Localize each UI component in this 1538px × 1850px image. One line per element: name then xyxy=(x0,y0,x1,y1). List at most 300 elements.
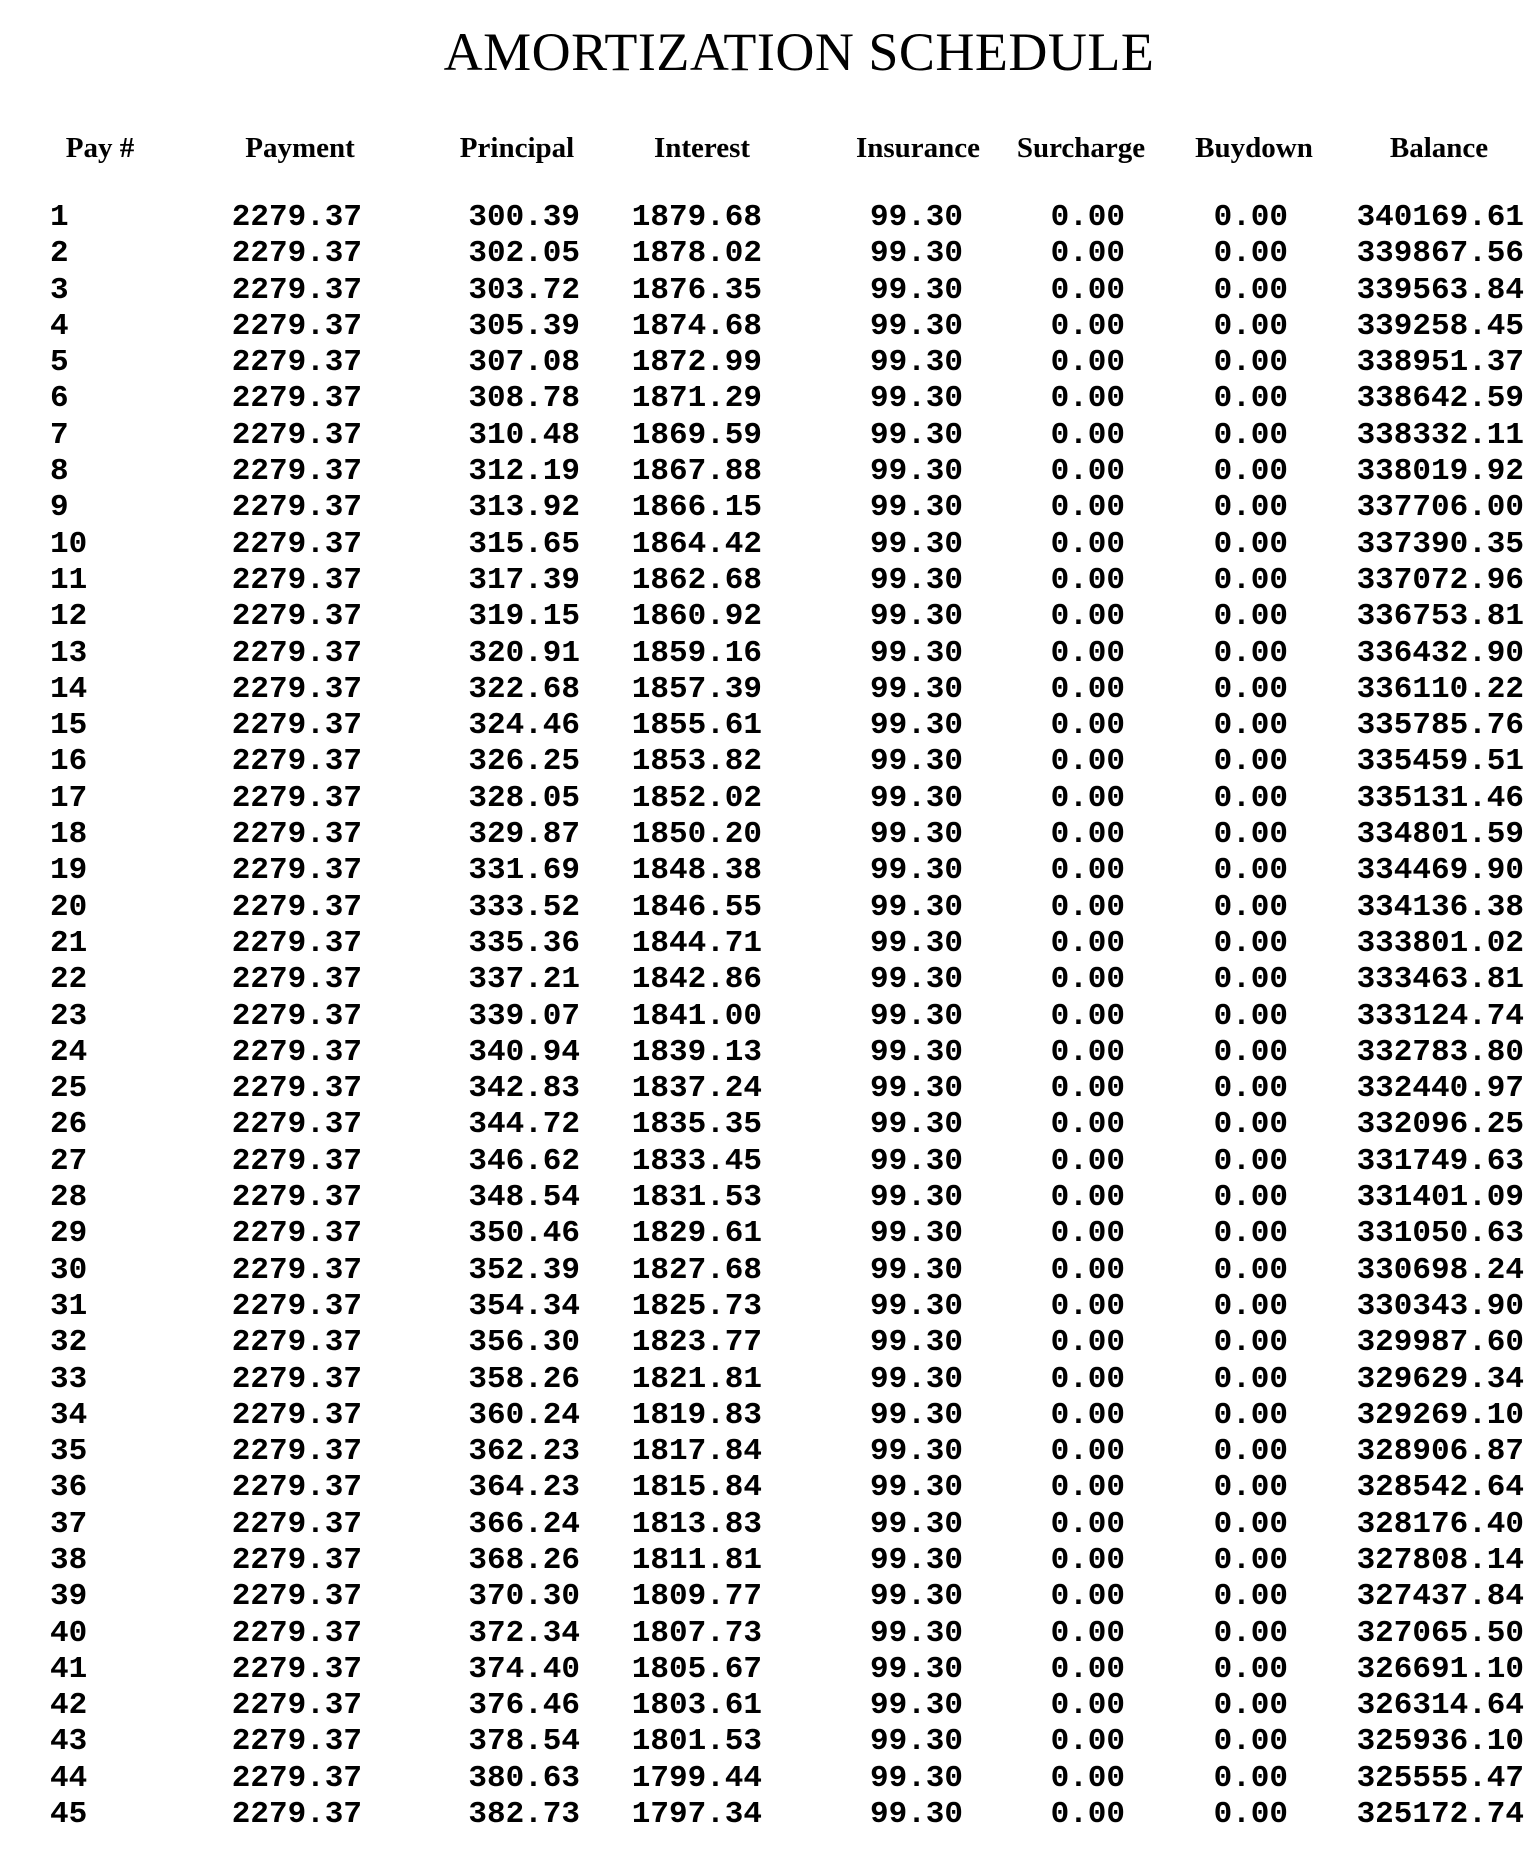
payment-cell: 2279.37 xyxy=(231,962,362,998)
insurance-cell: 99.30 xyxy=(869,780,963,816)
buydown-cell: 0.00 xyxy=(1213,1034,1288,1070)
insurance-cell: 99.30 xyxy=(869,1180,963,1216)
buydown-cell: 0.00 xyxy=(1213,1651,1288,1687)
column-header-insurance: Insurance xyxy=(855,132,981,164)
surcharge-cell: 0.00 xyxy=(1050,671,1125,707)
buydown-cell: 0.00 xyxy=(1213,272,1288,308)
pay-number-cell: 13 xyxy=(50,635,88,671)
principal-cell: 370.30 xyxy=(468,1579,580,1615)
principal-cell: 358.26 xyxy=(468,1361,580,1397)
payment-cell: 2279.37 xyxy=(231,1071,362,1107)
pay-number-cell: 9 xyxy=(50,490,69,526)
principal-cell: 380.63 xyxy=(468,1760,580,1796)
insurance-cell: 99.30 xyxy=(869,1688,963,1724)
balance-cell: 336110.22 xyxy=(1356,671,1524,707)
table-row xyxy=(0,1652,1538,1688)
balance-cell: 327065.50 xyxy=(1356,1615,1524,1651)
surcharge-cell: 0.00 xyxy=(1050,599,1125,635)
pay-number-cell: 31 xyxy=(50,1288,88,1324)
insurance-cell: 99.30 xyxy=(869,345,963,381)
insurance-cell: 99.30 xyxy=(869,708,963,744)
insurance-cell: 99.30 xyxy=(869,562,963,598)
surcharge-cell: 0.00 xyxy=(1050,1434,1125,1470)
payment-cell: 2279.37 xyxy=(231,1107,362,1143)
pay-number-cell: 29 xyxy=(50,1216,88,1252)
payment-cell: 2279.37 xyxy=(231,1180,362,1216)
pay-number-cell: 39 xyxy=(50,1579,88,1615)
payment-cell: 2279.37 xyxy=(231,1034,362,1070)
buydown-cell: 0.00 xyxy=(1213,889,1288,925)
payment-cell: 2279.37 xyxy=(231,1542,362,1578)
column-header-principal: Principal xyxy=(459,132,575,164)
buydown-cell: 0.00 xyxy=(1213,998,1288,1034)
interest-cell: 1815.84 xyxy=(631,1470,762,1506)
interest-cell: 1872.99 xyxy=(631,345,762,381)
interest-cell: 1876.35 xyxy=(631,272,762,308)
interest-cell: 1857.39 xyxy=(631,671,762,707)
insurance-cell: 99.30 xyxy=(869,998,963,1034)
balance-cell: 331749.63 xyxy=(1356,1143,1524,1179)
interest-cell: 1805.67 xyxy=(631,1651,762,1687)
buydown-cell: 0.00 xyxy=(1213,345,1288,381)
surcharge-cell: 0.00 xyxy=(1050,1470,1125,1506)
surcharge-cell: 0.00 xyxy=(1050,889,1125,925)
interest-cell: 1811.81 xyxy=(631,1542,762,1578)
balance-cell: 338642.59 xyxy=(1356,381,1524,417)
surcharge-cell: 0.00 xyxy=(1050,1506,1125,1542)
buydown-cell: 0.00 xyxy=(1213,417,1288,453)
buydown-cell: 0.00 xyxy=(1213,1397,1288,1433)
schedule-table-body xyxy=(0,200,1538,1833)
table-row xyxy=(0,527,1538,563)
pay-number-cell: 2 xyxy=(50,236,69,272)
page-title: AMORTIZATION SCHEDULE xyxy=(443,22,1155,82)
insurance-cell: 99.30 xyxy=(869,1542,963,1578)
buydown-cell: 0.00 xyxy=(1213,1434,1288,1470)
balance-cell: 326314.64 xyxy=(1356,1688,1524,1724)
insurance-cell: 99.30 xyxy=(869,526,963,562)
insurance-cell: 99.30 xyxy=(869,1288,963,1324)
insurance-cell: 99.30 xyxy=(869,1651,963,1687)
interest-cell: 1867.88 xyxy=(631,454,762,490)
table-row xyxy=(0,1797,1538,1833)
surcharge-cell: 0.00 xyxy=(1050,308,1125,344)
buydown-cell: 0.00 xyxy=(1213,925,1288,961)
insurance-cell: 99.30 xyxy=(869,853,963,889)
payment-cell: 2279.37 xyxy=(231,1434,362,1470)
principal-cell: 372.34 xyxy=(468,1615,580,1651)
buydown-cell: 0.00 xyxy=(1213,381,1288,417)
interest-cell: 1862.68 xyxy=(631,562,762,598)
table-row xyxy=(0,454,1538,490)
interest-cell: 1852.02 xyxy=(631,780,762,816)
interest-cell: 1825.73 xyxy=(631,1288,762,1324)
payment-cell: 2279.37 xyxy=(231,562,362,598)
buydown-cell: 0.00 xyxy=(1213,1107,1288,1143)
table-row xyxy=(0,781,1538,817)
surcharge-cell: 0.00 xyxy=(1050,817,1125,853)
surcharge-cell: 0.00 xyxy=(1050,962,1125,998)
column-header-interest: Interest xyxy=(653,132,751,164)
table-row xyxy=(0,1761,1538,1797)
buydown-cell: 0.00 xyxy=(1213,1288,1288,1324)
pay-number-cell: 33 xyxy=(50,1361,88,1397)
payment-cell: 2279.37 xyxy=(231,381,362,417)
buydown-cell: 0.00 xyxy=(1213,1579,1288,1615)
payment-cell: 2279.37 xyxy=(231,417,362,453)
table-row xyxy=(0,999,1538,1035)
buydown-cell: 0.00 xyxy=(1213,962,1288,998)
buydown-cell: 0.00 xyxy=(1213,1688,1288,1724)
insurance-cell: 99.30 xyxy=(869,1143,963,1179)
surcharge-cell: 0.00 xyxy=(1050,1542,1125,1578)
balance-cell: 332096.25 xyxy=(1356,1107,1524,1143)
balance-cell: 330343.90 xyxy=(1356,1288,1524,1324)
interest-cell: 1850.20 xyxy=(631,817,762,853)
pay-number-cell: 44 xyxy=(50,1760,88,1796)
principal-cell: 378.54 xyxy=(468,1724,580,1760)
principal-cell: 382.73 xyxy=(468,1797,580,1833)
pay-number-cell: 10 xyxy=(50,526,88,562)
buydown-cell: 0.00 xyxy=(1213,744,1288,780)
balance-cell: 329987.60 xyxy=(1356,1325,1524,1361)
balance-cell: 331401.09 xyxy=(1356,1180,1524,1216)
pay-number-cell: 17 xyxy=(50,780,88,816)
table-row xyxy=(0,1180,1538,1216)
insurance-cell: 99.30 xyxy=(869,200,963,235)
surcharge-cell: 0.00 xyxy=(1050,1107,1125,1143)
surcharge-cell: 0.00 xyxy=(1050,1615,1125,1651)
buydown-cell: 0.00 xyxy=(1213,1325,1288,1361)
table-row xyxy=(0,1688,1538,1724)
pay-number-cell: 15 xyxy=(50,708,88,744)
surcharge-cell: 0.00 xyxy=(1050,1724,1125,1760)
table-row xyxy=(0,890,1538,926)
pay-number-cell: 34 xyxy=(50,1397,88,1433)
pay-number-cell: 22 xyxy=(50,962,88,998)
pay-number-cell: 20 xyxy=(50,889,88,925)
insurance-cell: 99.30 xyxy=(869,671,963,707)
table-row xyxy=(0,1325,1538,1361)
insurance-cell: 99.30 xyxy=(869,599,963,635)
table-row xyxy=(0,273,1538,309)
table-row xyxy=(0,1543,1538,1579)
table-row xyxy=(0,708,1538,744)
table-row xyxy=(0,1289,1538,1325)
insurance-cell: 99.30 xyxy=(869,1760,963,1796)
table-row xyxy=(0,1107,1538,1143)
buydown-cell: 0.00 xyxy=(1213,853,1288,889)
pay-number-cell: 35 xyxy=(50,1434,88,1470)
surcharge-cell: 0.00 xyxy=(1050,490,1125,526)
insurance-cell: 99.30 xyxy=(869,962,963,998)
pay-number-cell: 28 xyxy=(50,1180,88,1216)
insurance-cell: 99.30 xyxy=(869,490,963,526)
pay-number-cell: 14 xyxy=(50,671,88,707)
pay-number-cell: 23 xyxy=(50,998,88,1034)
table-row xyxy=(0,672,1538,708)
balance-cell: 335459.51 xyxy=(1356,744,1524,780)
balance-cell: 338951.37 xyxy=(1356,345,1524,381)
insurance-cell: 99.30 xyxy=(869,1797,963,1833)
insurance-cell: 99.30 xyxy=(869,1724,963,1760)
balance-cell: 330698.24 xyxy=(1356,1252,1524,1288)
table-row xyxy=(0,381,1538,417)
balance-cell: 332783.80 xyxy=(1356,1034,1524,1070)
table-row xyxy=(0,1362,1538,1398)
table-row xyxy=(0,1035,1538,1071)
balance-cell: 333124.74 xyxy=(1356,998,1524,1034)
surcharge-cell: 0.00 xyxy=(1050,1034,1125,1070)
payment-cell: 2279.37 xyxy=(231,708,362,744)
interest-cell: 1821.81 xyxy=(631,1361,762,1397)
table-row xyxy=(0,309,1538,345)
payment-cell: 2279.37 xyxy=(231,1361,362,1397)
surcharge-cell: 0.00 xyxy=(1050,526,1125,562)
surcharge-cell: 0.00 xyxy=(1050,853,1125,889)
column-header-buydown: Buydown xyxy=(1195,132,1313,164)
payment-cell: 2279.37 xyxy=(231,1143,362,1179)
interest-cell: 1831.53 xyxy=(631,1180,762,1216)
table-row xyxy=(0,1616,1538,1652)
payment-cell: 2279.37 xyxy=(231,236,362,272)
table-row xyxy=(0,962,1538,998)
column-header-surcharge: Surcharge xyxy=(1016,132,1146,164)
surcharge-cell: 0.00 xyxy=(1050,1143,1125,1179)
table-row xyxy=(0,1071,1538,1107)
payment-cell: 2279.37 xyxy=(231,308,362,344)
table-row xyxy=(0,1398,1538,1434)
payment-cell: 2279.37 xyxy=(231,1724,362,1760)
pay-number-cell: 8 xyxy=(50,454,69,490)
principal-cell: 328.05 xyxy=(468,780,580,816)
interest-cell: 1799.44 xyxy=(631,1760,762,1796)
buydown-cell: 0.00 xyxy=(1213,562,1288,598)
table-row xyxy=(0,563,1538,599)
table-row xyxy=(0,926,1538,962)
payment-cell: 2279.37 xyxy=(231,925,362,961)
buydown-cell: 0.00 xyxy=(1213,671,1288,707)
surcharge-cell: 0.00 xyxy=(1050,1325,1125,1361)
surcharge-cell: 0.00 xyxy=(1050,417,1125,453)
interest-cell: 1855.61 xyxy=(631,708,762,744)
payment-cell: 2279.37 xyxy=(231,1397,362,1433)
payment-cell: 2279.37 xyxy=(231,454,362,490)
principal-cell: 322.68 xyxy=(468,671,580,707)
buydown-cell: 0.00 xyxy=(1213,490,1288,526)
principal-cell: 310.48 xyxy=(468,417,580,453)
balance-cell: 339258.45 xyxy=(1356,308,1524,344)
surcharge-cell: 0.00 xyxy=(1050,381,1125,417)
interest-cell: 1860.92 xyxy=(631,599,762,635)
pay-number-cell: 43 xyxy=(50,1724,88,1760)
interest-cell: 1839.13 xyxy=(631,1034,762,1070)
payment-cell: 2279.37 xyxy=(231,1288,362,1324)
interest-cell: 1869.59 xyxy=(631,417,762,453)
surcharge-cell: 0.00 xyxy=(1050,1579,1125,1615)
pay-number-cell: 12 xyxy=(50,599,88,635)
insurance-cell: 99.30 xyxy=(869,1470,963,1506)
insurance-cell: 99.30 xyxy=(869,1615,963,1651)
payment-cell: 2279.37 xyxy=(231,490,362,526)
pay-number-cell: 30 xyxy=(50,1252,88,1288)
table-row xyxy=(0,599,1538,635)
surcharge-cell: 0.00 xyxy=(1050,562,1125,598)
buydown-cell: 0.00 xyxy=(1213,1615,1288,1651)
surcharge-cell: 0.00 xyxy=(1050,1651,1125,1687)
insurance-cell: 99.30 xyxy=(869,1071,963,1107)
principal-cell: 303.72 xyxy=(468,272,580,308)
principal-cell: 302.05 xyxy=(468,236,580,272)
balance-cell: 334469.90 xyxy=(1356,853,1524,889)
surcharge-cell: 0.00 xyxy=(1050,1216,1125,1252)
table-row xyxy=(0,744,1538,780)
buydown-cell: 0.00 xyxy=(1213,1252,1288,1288)
insurance-cell: 99.30 xyxy=(869,889,963,925)
payment-cell: 2279.37 xyxy=(231,1797,362,1833)
balance-cell: 340169.61 xyxy=(1356,200,1524,235)
principal-cell: 319.15 xyxy=(468,599,580,635)
buydown-cell: 0.00 xyxy=(1213,1797,1288,1833)
principal-cell: 329.87 xyxy=(468,817,580,853)
insurance-cell: 99.30 xyxy=(869,817,963,853)
insurance-cell: 99.30 xyxy=(869,925,963,961)
principal-cell: 368.26 xyxy=(468,1542,580,1578)
table-row xyxy=(0,1724,1538,1760)
principal-cell: 307.08 xyxy=(468,345,580,381)
balance-cell: 337706.00 xyxy=(1356,490,1524,526)
interest-cell: 1801.53 xyxy=(631,1724,762,1760)
table-row xyxy=(0,1507,1538,1543)
table-row xyxy=(0,345,1538,381)
buydown-cell: 0.00 xyxy=(1213,708,1288,744)
surcharge-cell: 0.00 xyxy=(1050,1180,1125,1216)
balance-cell: 337390.35 xyxy=(1356,526,1524,562)
buydown-cell: 0.00 xyxy=(1213,1071,1288,1107)
balance-cell: 325555.47 xyxy=(1356,1760,1524,1796)
table-row xyxy=(0,636,1538,672)
pay-number-cell: 32 xyxy=(50,1325,88,1361)
interest-cell: 1819.83 xyxy=(631,1397,762,1433)
pay-number-cell: 45 xyxy=(50,1797,88,1833)
interest-cell: 1837.24 xyxy=(631,1071,762,1107)
balance-cell: 333801.02 xyxy=(1356,925,1524,961)
surcharge-cell: 0.00 xyxy=(1050,998,1125,1034)
interest-cell: 1803.61 xyxy=(631,1688,762,1724)
payment-cell: 2279.37 xyxy=(231,635,362,671)
payment-cell: 2279.37 xyxy=(231,1470,362,1506)
table-header xyxy=(0,128,1538,168)
table-row xyxy=(0,1216,1538,1252)
principal-cell: 366.24 xyxy=(468,1506,580,1542)
interest-cell: 1797.34 xyxy=(631,1797,762,1833)
surcharge-cell: 0.00 xyxy=(1050,1797,1125,1833)
payment-cell: 2279.37 xyxy=(231,1325,362,1361)
principal-cell: 354.34 xyxy=(468,1288,580,1324)
interest-cell: 1827.68 xyxy=(631,1252,762,1288)
pay-number-cell: 11 xyxy=(50,562,88,598)
principal-cell: 308.78 xyxy=(468,381,580,417)
balance-cell: 328542.64 xyxy=(1356,1470,1524,1506)
payment-cell: 2279.37 xyxy=(231,599,362,635)
surcharge-cell: 0.00 xyxy=(1050,1361,1125,1397)
pay-number-cell: 38 xyxy=(50,1542,88,1578)
balance-cell: 334801.59 xyxy=(1356,817,1524,853)
principal-cell: 315.65 xyxy=(468,526,580,562)
column-header-balance: Balance xyxy=(1389,132,1489,164)
column-header-payment: Payment xyxy=(245,132,355,164)
surcharge-cell: 0.00 xyxy=(1050,1397,1125,1433)
principal-cell: 339.07 xyxy=(468,998,580,1034)
principal-cell: 350.46 xyxy=(468,1216,580,1252)
balance-cell: 325936.10 xyxy=(1356,1724,1524,1760)
pay-number-cell: 3 xyxy=(50,272,69,308)
balance-cell: 336432.90 xyxy=(1356,635,1524,671)
interest-cell: 1864.42 xyxy=(631,526,762,562)
payment-cell: 2279.37 xyxy=(231,1760,362,1796)
payment-cell: 2279.37 xyxy=(231,1252,362,1288)
insurance-cell: 99.30 xyxy=(869,635,963,671)
pay-number-cell: 41 xyxy=(50,1651,88,1687)
balance-cell: 327808.14 xyxy=(1356,1542,1524,1578)
principal-cell: 342.83 xyxy=(468,1071,580,1107)
buydown-cell: 0.00 xyxy=(1213,1724,1288,1760)
payment-cell: 2279.37 xyxy=(231,671,362,707)
principal-cell: 313.92 xyxy=(468,490,580,526)
payment-cell: 2279.37 xyxy=(231,345,362,381)
balance-cell: 335785.76 xyxy=(1356,708,1524,744)
surcharge-cell: 0.00 xyxy=(1050,780,1125,816)
pay-number-cell: 36 xyxy=(50,1470,88,1506)
surcharge-cell: 0.00 xyxy=(1050,1252,1125,1288)
principal-cell: 374.40 xyxy=(468,1651,580,1687)
interest-cell: 1853.82 xyxy=(631,744,762,780)
surcharge-cell: 0.00 xyxy=(1050,1688,1125,1724)
interest-cell: 1841.00 xyxy=(631,998,762,1034)
principal-cell: 335.36 xyxy=(468,925,580,961)
principal-cell: 346.62 xyxy=(468,1143,580,1179)
table-row xyxy=(0,1434,1538,1470)
payment-cell: 2279.37 xyxy=(231,526,362,562)
buydown-cell: 0.00 xyxy=(1213,308,1288,344)
principal-cell: 333.52 xyxy=(468,889,580,925)
balance-cell: 333463.81 xyxy=(1356,962,1524,998)
balance-cell: 334136.38 xyxy=(1356,889,1524,925)
pay-number-cell: 5 xyxy=(50,345,69,381)
principal-cell: 348.54 xyxy=(468,1180,580,1216)
principal-cell: 352.39 xyxy=(468,1252,580,1288)
buydown-cell: 0.00 xyxy=(1213,1361,1288,1397)
interest-cell: 1866.15 xyxy=(631,490,762,526)
principal-cell: 324.46 xyxy=(468,708,580,744)
interest-cell: 1878.02 xyxy=(631,236,762,272)
surcharge-cell: 0.00 xyxy=(1050,236,1125,272)
payment-cell: 2279.37 xyxy=(231,1579,362,1615)
principal-cell: 376.46 xyxy=(468,1688,580,1724)
table-row xyxy=(0,490,1538,526)
balance-cell: 328906.87 xyxy=(1356,1434,1524,1470)
principal-cell: 337.21 xyxy=(468,962,580,998)
balance-cell: 329629.34 xyxy=(1356,1361,1524,1397)
payment-cell: 2279.37 xyxy=(231,200,362,235)
insurance-cell: 99.30 xyxy=(869,1034,963,1070)
table-row xyxy=(0,853,1538,889)
insurance-cell: 99.30 xyxy=(869,1107,963,1143)
balance-cell: 331050.63 xyxy=(1356,1216,1524,1252)
table-row xyxy=(0,236,1538,272)
buydown-cell: 0.00 xyxy=(1213,599,1288,635)
surcharge-cell: 0.00 xyxy=(1050,1760,1125,1796)
